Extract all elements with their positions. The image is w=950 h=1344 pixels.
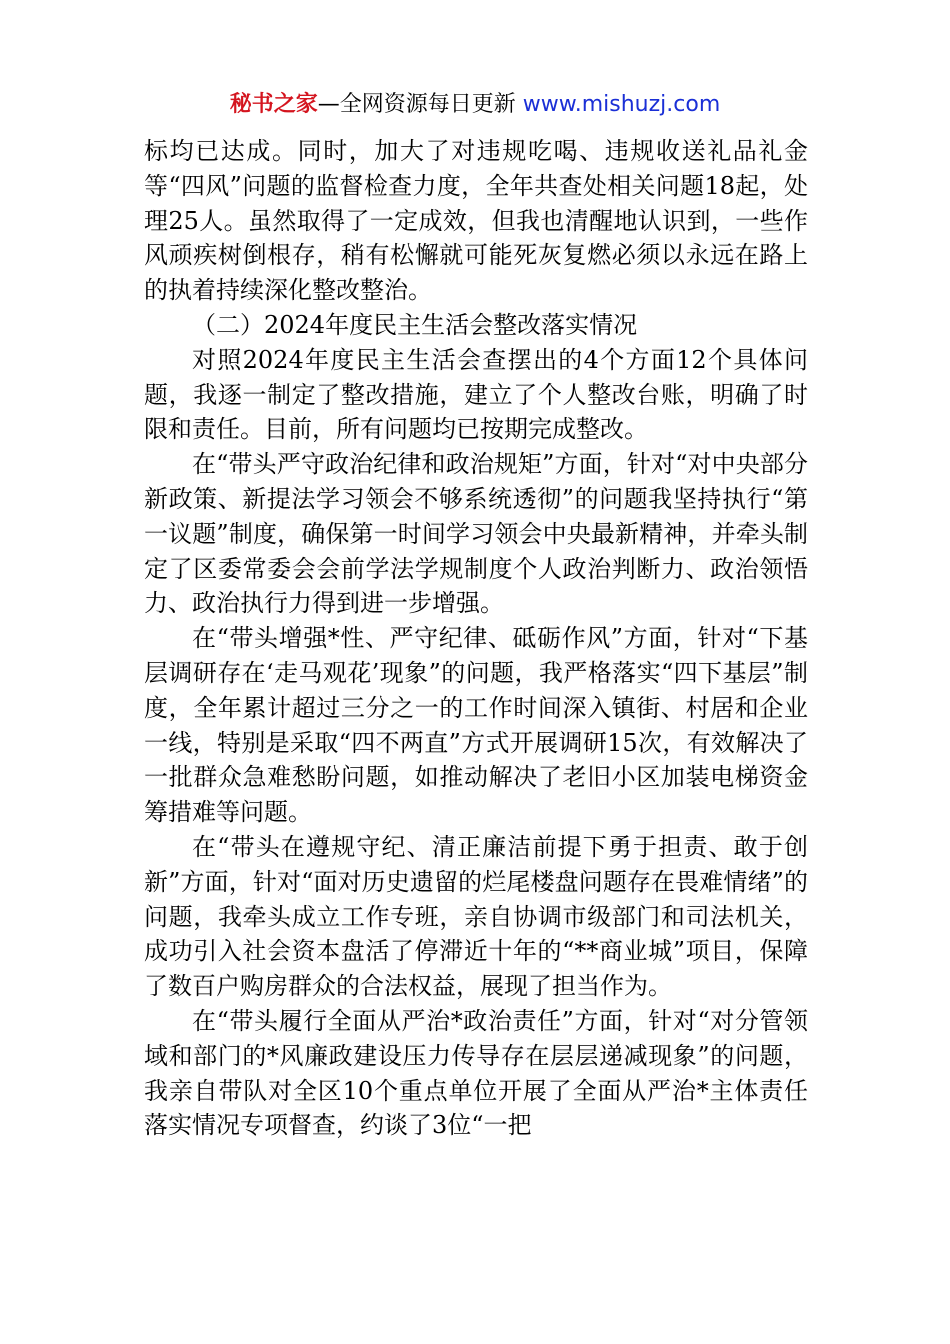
site-brand: 秘书之家 [229, 92, 318, 117]
site-url-link[interactable]: www.mishuzj.com [522, 92, 721, 117]
paragraph: 在“带头增强*性、严守纪律、砥砺作风”方面，针对“下基层调研存在‘走马观花’现象”的问题，我严格落实“四下基层”制度，全年累计超过三分之一的工作时间深入镇街、村居和企业一线，特别是采取“四不两直”方式开展调研15次，有效解决了一批群众急难愁盼问题，如推动解决了老旧小区加装电梯资金筹措难等问题。 [144, 624, 808, 827]
site-header [0, 90, 950, 120]
paragraph: 在“带头严守政治纪律和政治规矩”方面，针对“对中央部分新政策、新提法学习领会不够系统透彻”的问题我坚持执行“第一议题”制度，确保第一时间学习领会中央最新精神，并牵头制定了区委常委会会前学法学规制度个人政治判断力、政治领悟力、政治执行力得到进一步增强。 [144, 450, 808, 618]
section-heading: （二）2024年度民主生活会整改落实情况 [192, 310, 638, 339]
paragraph-continuation: 标均已达成。同时，加大了对违规吃喝、违规收送礼品礼金等“四风”问题的监督检查力度，全年共查处相关问题18起，处理25人。虽然取得了一定成效，但我也清醒地认识到，一些作风顽疾树倒根存，稍有松懈就可能死灰复燃必须以永远在路上的执着持续深化整改整治。 [144, 137, 808, 305]
site-tagline: —全网资源每日更新 [317, 92, 523, 117]
document-body [144, 134, 808, 1143]
paragraph: 在“带头在遵规守纪、清正廉洁前提下勇于担责、敢于创新”方面，针对“面对历史遗留的烂尾楼盘问题存在畏难情绪”的问题，我牵头成立工作专班，亲自协调市级部门和司法机关，成功引入社会资本盘活了停滞近十年的“**商业城”项目，保障了数百户购房群众的合法权益，展现了担当作为。 [144, 832, 808, 1001]
paragraph: 在“带头履行全面从严治*政治责任”方面，针对“对分管领域和部门的*风廉政建设压力传导存在层层递减现象”的问题，我亲自带队对全区10个重点单位开展了全面从严治*主体责任落实情况专项督查，约谈了3位“一把 [144, 1006, 808, 1140]
paragraph: 对照2024年度民主生活会查摆出的4个方面12个具体问题，我逐一制定了整改措施，建立了个人整改台账，明确了时限和责任。目前，所有问题均已按期完成整改。 [144, 345, 808, 444]
